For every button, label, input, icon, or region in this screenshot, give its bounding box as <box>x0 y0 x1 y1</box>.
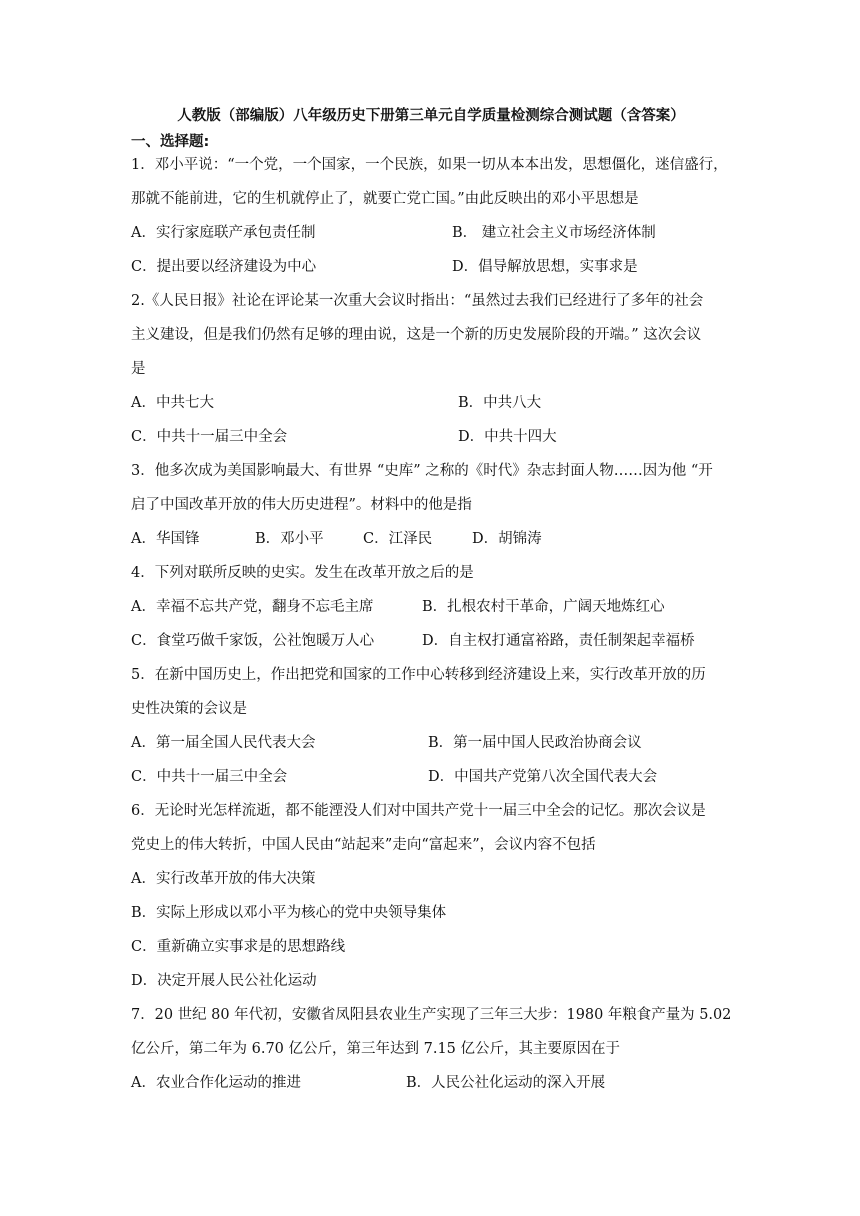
question-4-option-b: B．扎根农村干革命，广阔天地炼红心 <box>422 599 665 615</box>
question-2-line-3: 是 <box>131 361 146 377</box>
question-4-option-c: C．食堂巧做千家饭，公社饱暖万人心 <box>131 633 375 649</box>
question-1-option-c: C．提出要以经济建设为中心 <box>131 259 317 275</box>
question-2-option-b: B．中共八大 <box>458 395 542 411</box>
question-3-option-c: C．江泽民 <box>363 531 433 547</box>
question-5-option-a: A．第一届全国人民代表大会 <box>131 735 316 751</box>
question-1-option-b: B． 建立社会主义市场经济体制 <box>452 225 656 241</box>
question-7-line-2: 亿公斤，第二年为 6.70 亿公斤，第三年达到 7.15 亿公斤，其主要原因在于 <box>131 1041 621 1057</box>
question-3-option-a: A．华国锋 <box>131 531 200 547</box>
question-3-line-2: 启了中国改革开放的伟大历史进程”。材料中的他是指 <box>131 497 472 513</box>
question-2-option-c: C．中共十一届三中全会 <box>131 429 288 445</box>
question-4-option-d: D．自主权打通富裕路，责任制架起幸福桥 <box>422 633 695 649</box>
question-6-line-2: 党史上的伟大转折，中国人民由“站起来”走向“富起来”，会议内容不包括 <box>131 837 596 853</box>
question-1-option-d: D．倡导解放思想，实事求是 <box>452 259 638 275</box>
question-7-option-b: B．人民公社化运动的深入开展 <box>406 1075 606 1091</box>
document-title: 人教版（部编版）八年级历史下册第三单元自学质量检测综合测试题（含答案） <box>177 108 685 124</box>
question-6-option-d: D．决定开展人民公社化运动 <box>131 973 317 989</box>
question-4-line-1: 4．下列对联所反映的史实。发生在改革开放之后的是 <box>131 565 474 581</box>
question-6-line-1: 6．无论时光怎样流逝，都不能湮没人们对中国共产党十一届三中全会的记忆。那次会议是 <box>131 803 706 819</box>
question-2-line-2: 主义建设，但是我们仍然有足够的理由说，这是一个新的历史发展阶段的开端。” 这次会议 <box>131 327 702 343</box>
question-6-option-c: C．重新确立实事求是的思想路线 <box>131 939 346 955</box>
question-6-option-a: A．实行改革开放的伟大决策 <box>131 871 316 887</box>
question-1-option-a: A．实行家庭联产承包责任制 <box>131 225 316 241</box>
question-5-option-c: C．中共十一届三中全会 <box>131 769 288 785</box>
question-6-option-b: B．实际上形成以邓小平为核心的党中央领导集体 <box>131 905 447 921</box>
question-3-line-1: 3．他多次成为美国影响最大、有世界 “史库” 之称的《时代》杂志封面人物……因为他 “开 <box>131 463 713 479</box>
question-3-option-b: B．邓小平 <box>255 531 324 547</box>
question-2-option-a: A．中共七大 <box>131 395 214 411</box>
question-5-option-d: D．中国共产党第八次全国代表大会 <box>428 769 658 785</box>
question-7-option-a: A．农业合作化运动的推进 <box>131 1075 301 1091</box>
question-5-line-1: 5．在新中国历史上，作出把党和国家的工作中心转移到经济建设上来，实行改革开放的历 <box>131 667 706 683</box>
question-5-line-2: 史性决策的会议是 <box>131 701 247 717</box>
question-4-option-a: A．幸福不忘共产党，翻身不忘毛主席 <box>131 599 374 615</box>
question-7-line-1: 7．20 世纪 80 年代初，安徽省凤阳县农业生产实现了三年三大步：1980 年粮食产量为 5.02 <box>131 1007 732 1023</box>
question-5-option-b: B．第一届中国人民政治协商会议 <box>428 735 642 751</box>
question-3-option-d: D．胡锦涛 <box>472 531 542 547</box>
question-2-line-1: 2.《人民日报》社论在评论某一次重大会议时指出：“虽然过去我们已经进行了多年的社会 <box>131 293 704 309</box>
question-1-line-1: 1．邓小平说：“一个党，一个国家，一个民族，如果一切从本本出发，思想僵化，迷信盛行， <box>131 157 728 173</box>
section-heading: 一、选择题: <box>131 134 210 150</box>
question-1-line-2: 那就不能前进，它的生机就停止了，就要亡党亡国。”由此反映出的邓小平思想是 <box>131 191 639 207</box>
question-2-option-d: D．中共十四大 <box>458 429 557 445</box>
